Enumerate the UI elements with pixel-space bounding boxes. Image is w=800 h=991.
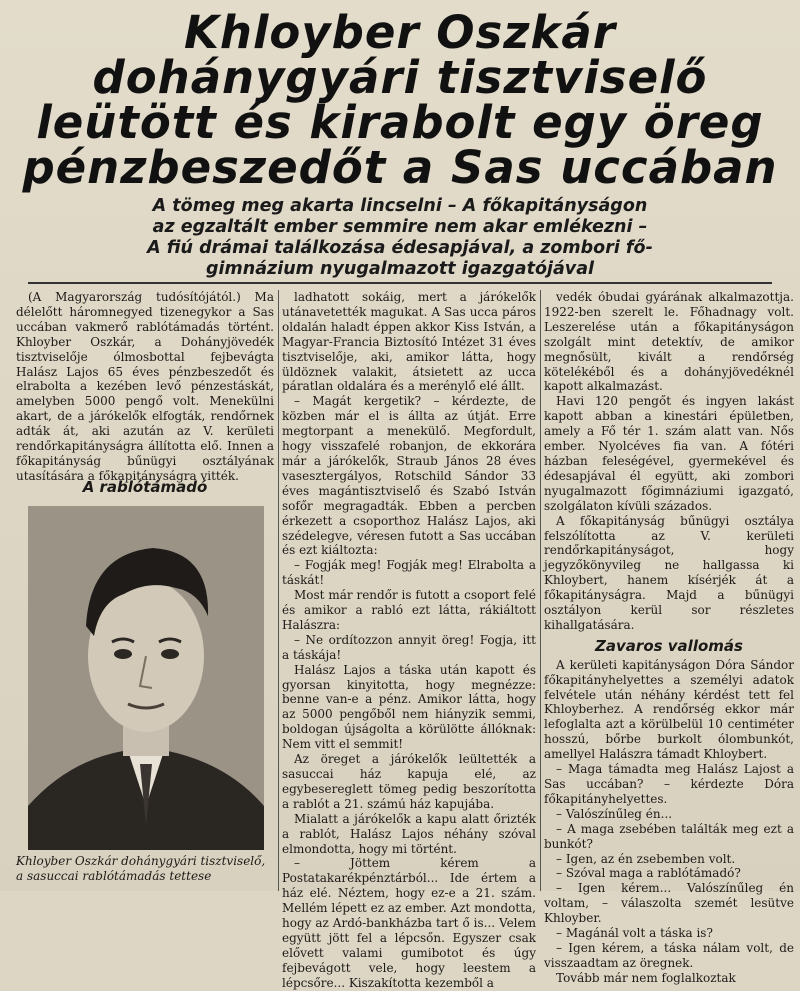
- headline-line: leütött és kirabolt egy öreg: [36, 96, 764, 149]
- paragraph: Most már rendőr is futott a csoport felé és amikor a rabló ezt látta, rákiáltott Halászra:: [282, 588, 536, 632]
- divider-rule: [28, 282, 772, 284]
- subhead-line: A fiú drámai találkozása édesapjával, a zombori fő-: [147, 238, 653, 258]
- paragraph: – Szóval maga a rablótámadó?: [556, 866, 741, 881]
- paragraph: – Magát kergetik? – kérdezte, de közben már el is állta az útját. Erre megtorpant a menekülő. Megfordult, hogy visszafelé robanjon, de ekkorára már a járókelők, Straub János 28 éves vasesztergályos, Rotschild Sándor 33 éves magántisztviselő és Szabó István sofőr megragadták. Ebben a percben érkezett a csoporthoz Halász Lajos, aki szédelegve, véresen futott a Sas uccában és ezt kiáltozta:: [282, 394, 536, 558]
- paragraph: A kerületi kapitányságon Dóra Sándor főkapitányhelyettes a személyi adatok felvétele után néhány kérdést tett fel Khloyberhez. A rendőrség ekkor már lefoglalta azt a körülbelül 10 centiméter hosszú, bőrbe burkolt ólombunkót, amellyel Halászra támadt Khloybert.: [544, 657, 794, 762]
- paragraph: Tovább már nem foglalkoztak: [556, 970, 736, 985]
- subhead-line: A tömeg meg akarta lincselni – A főkapitányságon: [152, 196, 648, 216]
- paragraph: Havi 120 pengőt és ingyen lakást kapott abban a kinestári épületben, amely a Fő tér 1. szám alatt van. Nős ember. Nyolcéves fia van. A fótéri házban feleségével, gyermekével és édesapjával él együtt, aki zombori nyugalmazott főgimnáziumi igazgató, szolgálaton kívüli százados.: [544, 394, 794, 513]
- article-column-3: [544, 290, 794, 985]
- section-subtitle: Zavaros vallomás: [595, 636, 743, 655]
- headline: [10, 6, 790, 194]
- headline-line: Khloyber Oszkár: [184, 6, 616, 59]
- portrait-photo: [28, 506, 264, 850]
- headline-line: pénzbeszedőt a Sas uccában: [22, 141, 778, 194]
- paragraph: – Igen, az én zsebemben volt.: [556, 851, 736, 866]
- paragraph: – Igen kérem... Valószínűleg én voltam, – válaszolta szemét lesütve Khloyber.: [544, 881, 794, 926]
- paragraph: Halász Lajos a táska után kapott és gyorsan kinyitotta, hogy megnézze: benne van-e a pénz. Amikor látta, hogy az 5000 pengőből nem hiányzik semmi, boldogan újságolta a körülötte állóknak: Nem vitt el semmit!: [282, 662, 536, 752]
- paragraph: – Fogják meg! Fogják meg! Elrabolta a táskát!: [282, 558, 536, 588]
- subheadline: [30, 196, 770, 280]
- paragraph: – Jöttem kérem a Postatakarékpénztárból... Ide értem a ház elé. Néztem, hogy ez-e a 21. szám. Mellém lépett ez az ember. Azt mondotta, hogy az Ardó-bankházba tart ő is... Velem együtt jött fel a lépcsőn. Egyszer csak elővett valami gumibotot és úgy fejbevágott vele, hogy leestem a lépcsőre... Kiszakította kezemből a: [282, 856, 536, 990]
- paragraph: – Maga támadta meg Halász Lajost a Sas uccában? – kérdezte Dóra főkapitányhelyettes.: [544, 762, 794, 806]
- paragraph: vedék óbudai gyárának alkalmazottja. 1922-ben szerelt le. Főhadnagy volt. Leszerelése után a főkapitányságon szolgált mint detektív, de amikor megnősült, kivált a rendőrség kötelékéből és a dohányjövedéknél kapott alkalmazást.: [544, 290, 794, 394]
- photo-caption: Khloyber Oszkár dohánygyári tisztviselő, a sasuccai rablótámadás tettese: [16, 854, 266, 883]
- paragraph: – Valószínűleg én...: [556, 806, 673, 821]
- article-column-2: [282, 290, 536, 990]
- headline-line: dohánygyári tisztviselő: [92, 51, 708, 104]
- paragraph: – Magánál volt a táska is?: [556, 926, 713, 941]
- paragraph: Mialatt a járókelők a kapu alatt őrizték a rablót, Halász Lajos néhány szóval elmondotta, hogy mi történt.: [282, 811, 536, 856]
- subhead-line: gimnázium nyugalmazott igazgatójával: [206, 259, 594, 279]
- paragraph: – A maga zsebében találták meg ezt a bunkót?: [544, 821, 794, 851]
- paragraph: – Igen kérem, a táska nálam volt, de visszaadtam az öregnek.: [544, 940, 794, 970]
- column-divider: [278, 290, 279, 891]
- subhead-line: az egzaltált ember semmire nem akar emlékezni –: [152, 217, 648, 237]
- paragraph: (A Magyarország tudósítójától.) Ma délelőtt háromnegyed tizenegykor a Sas uccában vakmerő rablótámadás történt. Khloyber Oszkár, a Dohányjövedék tisztviselője ólmosbottal fejbevágta Halász Lajos 65 éves pénzbeszedőt és elrabolta a kezében levő pénzestáskát, amelyben 5000 pengő volt. Menekülni akart, de a járókelők elfogták, rendőrnek adták át, aki azután az V. kerületi rendőrkapitányságra állította elő. Innen a főkapitányság bűnügyi osztályának utasítására a főkapitányságra vitték.: [16, 290, 274, 483]
- paragraph: A főkapitányság bűnügyi osztálya felszólította az V. kerületi rendőrkapitányságot, hogy jegyzőkönyvileg ne hallgassa ki Khloybert, hanem kísérjék át a főkapitányságra. Majd a bűnügyi osztályon kerül sor részletes kihallgatására.: [544, 513, 794, 632]
- paragraph: – Ne ordítozzon annyit öreg! Fogja, itt a táskája!: [282, 632, 536, 662]
- photo-title: A rablótámadó: [82, 478, 208, 496]
- paragraph: ladhatott sokáig, mert a járókelők utánavetették magukat. A Sas ucca páros oldalán haladt éppen akkor Kiss István, a Magyar-Francia Biztosító Intézet 31 éves tisztviselője, aki, amikor látta, hogy üldöznek valakit, átsietett az ucca páratlan oldalára és a merénylő elé állt.: [282, 290, 536, 394]
- article-column-1: [16, 290, 274, 483]
- column-divider: [540, 290, 541, 891]
- paragraph: Az öreget a járókelők leültették a sasuccai ház kapuja elé, az egybesereglett tömeg pedig beszorította a rablót a 21. számú ház kapujába.: [282, 752, 536, 811]
